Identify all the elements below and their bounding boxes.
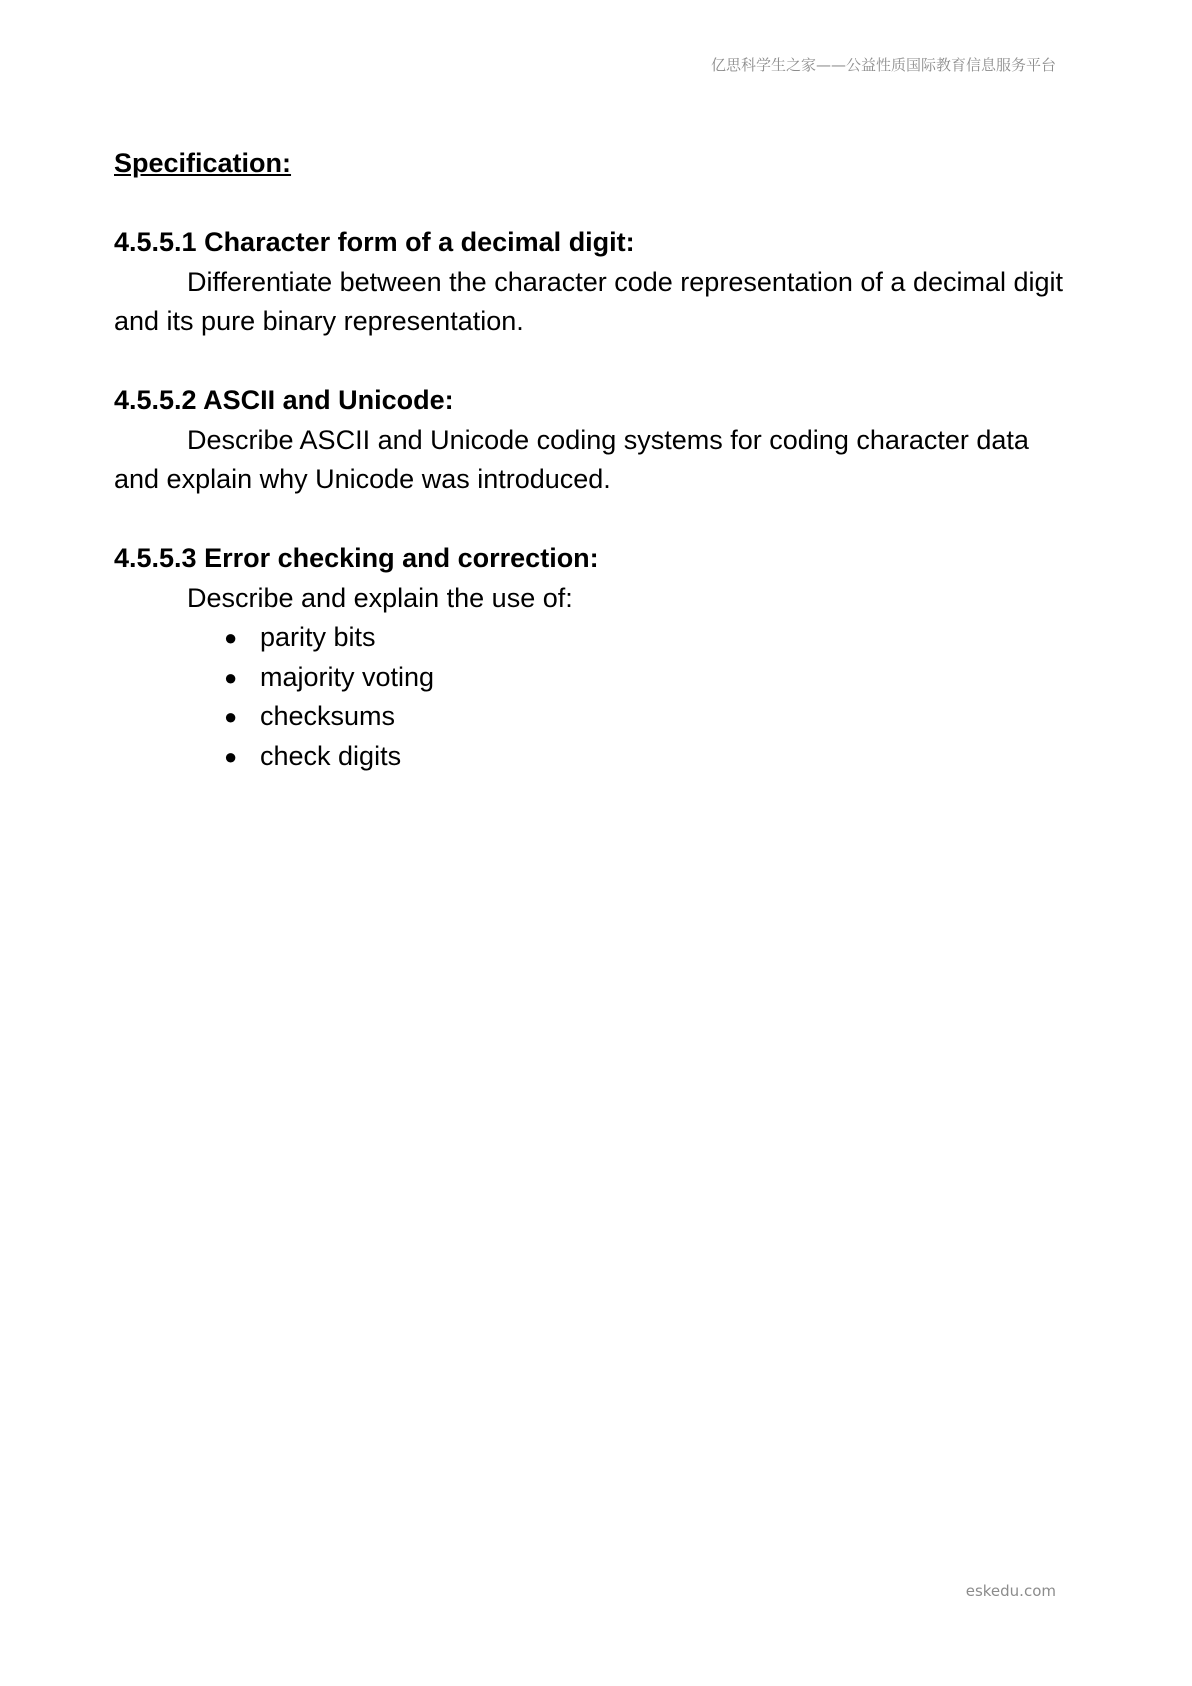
section-heading: 4.5.5.2 ASCII and Unicode: — [114, 385, 454, 415]
list-item — [224, 737, 1074, 777]
section-heading: 4.5.5.1 Character form of a decimal digit: — [114, 227, 635, 257]
list-item-text: majority voting — [260, 661, 435, 692]
list-item-text: check digits — [260, 740, 402, 771]
section-error-checking — [114, 539, 1074, 776]
list-item — [224, 658, 1074, 698]
bullet-icon: ● — [224, 743, 238, 769]
section-body: Differentiate between the character code representation of a decimal digit and its pure binary representation. — [114, 266, 1064, 336]
bullet-icon: ● — [224, 625, 238, 650]
specification-title: Specification: — [114, 148, 292, 178]
section-ascii-unicode — [114, 381, 1074, 500]
bullet-list — [114, 618, 1074, 776]
document-content — [114, 144, 1074, 776]
page-footer: eskedu.com — [965, 1582, 1056, 1600]
bullet-icon: ● — [224, 664, 238, 690]
list-item — [224, 697, 1074, 737]
section-body: Describe ASCII and Unicode coding systems for coding character data and explain why Unicode was introduced. — [114, 424, 1029, 494]
page-header: 亿思科学生之家——公益性质国际教育信息服务平台 — [710, 56, 1056, 74]
list-item-text: parity bits — [260, 622, 376, 652]
bullet-icon: ● — [224, 704, 238, 729]
section-heading: 4.5.5.3 Error checking and correction: — [114, 543, 599, 573]
list-item — [224, 618, 1074, 658]
list-item-text: checksums — [260, 701, 396, 731]
section-body: Describe and explain the use of: — [187, 582, 573, 613]
section-character-form — [114, 223, 1074, 342]
